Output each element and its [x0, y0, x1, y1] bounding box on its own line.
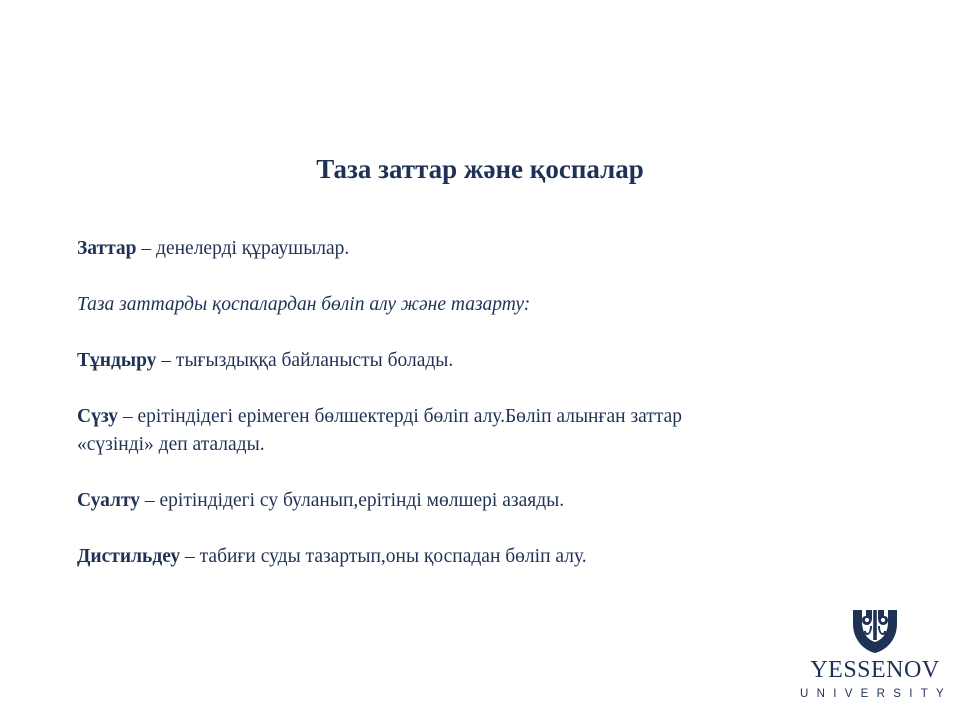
paragraph-evaporation	[77, 487, 877, 515]
term-filtration: Сүзу	[77, 406, 119, 427]
definition-distillation: – табиғи суды тазартып,оны қоспадан бөліп алу.	[180, 546, 587, 567]
paragraph-filtration	[77, 403, 877, 459]
slide-body	[77, 235, 877, 571]
logo-subtitle: UNIVERSITY	[799, 688, 952, 700]
paragraph-distillation	[77, 543, 877, 571]
definition-substances: – денелерді құраушылар.	[136, 238, 350, 259]
yessenov-university-logo	[795, 608, 960, 710]
yessenov-emblem-icon	[849, 608, 901, 654]
definition-filtration-line2: «сүзінді» деп аталады.	[77, 434, 265, 455]
paragraph-sedimentation	[77, 347, 877, 375]
term-distillation: Дистильдеу	[77, 546, 181, 567]
paragraph-substances	[77, 235, 877, 263]
term-evaporation: Суалту	[77, 490, 141, 511]
logo-name: YESSENOV	[810, 657, 940, 683]
definition-sedimentation: – тығыздыққа байланысты болады.	[156, 350, 454, 371]
paragraph-separation-intro: Таза заттарды қоспалардан бөліп алу және тазарту:	[77, 294, 531, 315]
definition-evaporation: – ерітіндідегі су буланып,ерітінді мөлшері азаяды.	[140, 490, 565, 511]
slide-title: Таза заттар және қоспалар	[316, 154, 644, 184]
term-sedimentation: Тұндыру	[77, 350, 157, 371]
term-substances: Заттар	[77, 238, 137, 259]
definition-filtration: – ерітіндідегі ерімеген бөлшектерді бөліп алу.Бөліп алынған заттар	[118, 406, 682, 427]
